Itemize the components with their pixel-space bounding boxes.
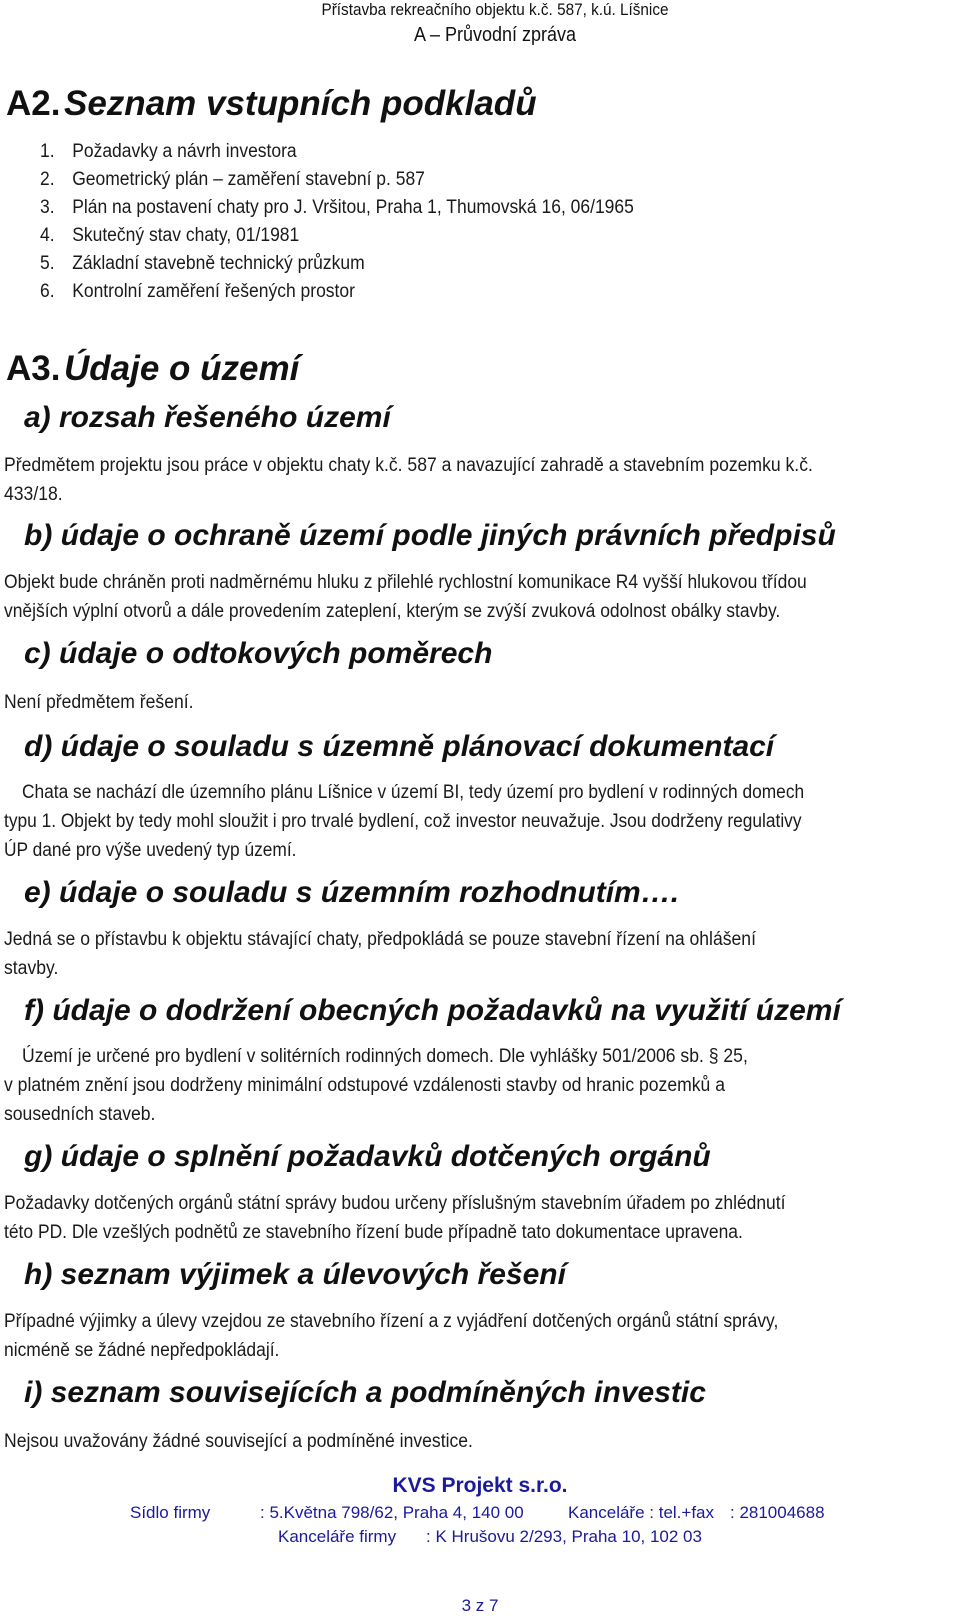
section-i-title: i) seznam souvisejících a podmíněných investic	[24, 1376, 706, 1409]
list-item: 1. Požadavky a návrh investora	[40, 141, 297, 162]
list-item: 3. Plán na postavení chaty pro J. Vršitou, Praha 1, Thumovská 16, 06/1965	[40, 197, 634, 218]
section-i-text: Nejsou uvažovány žádné související a podmíněné investice.	[4, 1431, 473, 1452]
footer-seat-label: Sídlo firmy	[130, 1503, 211, 1522]
section-e-title: e) údaje o souladu s územním rozhodnutím….	[24, 876, 680, 909]
input-documents-list	[40, 138, 685, 306]
heading-a2	[6, 84, 537, 124]
list-item: 6. Kontrolní zaměření řešených prostor	[40, 281, 355, 302]
section-h-title: h) seznam výjimek a úlevových řešení	[24, 1258, 566, 1291]
footer-company-name: KVS Projekt s.r.o.	[392, 1474, 568, 1497]
footer-office-phone-label: Kanceláře : tel.+fax	[568, 1503, 715, 1522]
header-project-title: Přístavba rekreačního objektu k.č. 587, k.ú. Líšnice	[321, 0, 669, 19]
heading-a3-number: A3.	[6, 349, 61, 388]
section-d-title: d) údaje o souladu s územně plánovací dokumentací	[24, 730, 775, 763]
section-g-title: g) údaje o splnění požadavků dotčených orgánů	[24, 1140, 711, 1173]
section-a-text: Předmětem projektu jsou práce v objektu chaty k.č. 587 a navazující zahradě a stavebním pozemku k.č. 433/18.	[4, 455, 813, 505]
heading-a3	[6, 349, 299, 389]
list-item: 2. Geometrický plán – zaměření stavební p. 587	[40, 169, 425, 190]
heading-a3-title: Údaje o území	[64, 349, 300, 388]
header-section-title: A – Průvodní zpráva	[413, 24, 577, 46]
heading-a2-number: A2.	[6, 84, 61, 123]
section-c-title: c) údaje o odtokových poměrech	[24, 637, 493, 670]
footer-offices-address: : K Hrušovu 2/293, Praha 10, 102 03	[426, 1527, 702, 1546]
section-c-text: Není předmětem řešení.	[4, 692, 194, 713]
list-item: 5. Základní stavebně technický průzkum	[40, 253, 365, 274]
page-number: 3 z 7	[461, 1596, 499, 1615]
list-item: 4. Skutečný stav chaty, 01/1981	[40, 225, 300, 246]
section-e-text: Jedná se o přístavbu k objektu stávající chaty, předpokládá se pouze stavební řízení na ohlášení stavby.	[4, 929, 756, 979]
footer-office-phone: : 281004688	[730, 1503, 825, 1522]
footer-offices-label: Kanceláře firmy	[278, 1527, 397, 1546]
section-h-text: Případné výjimky a úlevy vzejdou ze stavebního řízení a z vyjádření dotčených orgánů státní správy, nicméně se žádné nepředpokládají.	[4, 1311, 779, 1361]
footer-seat-address: : 5.Května 798/62, Praha 4, 140 00	[260, 1503, 524, 1522]
heading-a2-title: Seznam vstupních podkladů	[64, 84, 537, 123]
section-b-title: b) údaje o ochraně území podle jiných právních předpisů	[24, 519, 836, 552]
section-a-title: a) rozsah řešeného území	[24, 401, 391, 434]
section-g-text: Požadavky dotčených orgánů státní správy budou určeny příslušným stavebním úřadem po zhlédnutí této PD. Dle vzešlých podnětů ze stavebního řízení bude případně tato dokumentace upravena.	[4, 1193, 786, 1243]
section-f-text: Území je určené pro bydlení v solitérních rodinných domech. Dle vyhlášky 501/2006 sb. § 25, v platném znění jsou dodrženy minimální odstupové vzdálenosti stavby od hranic pozemků a sousedních staveb.	[4, 1046, 748, 1125]
section-f-title: f) údaje o dodržení obecných požadavků na využití území	[24, 994, 841, 1027]
section-d-text: Chata se nachází dle územního plánu Líšnice v území BI, tedy území pro bydlení v rodinných domech typu 1. Objekt by tedy mohl sloužit i pro trvalé bydlení, což investor neuvažuje. Jsou dodrženy regulativy ÚP dané pro výše uvedený typ území.	[4, 782, 805, 861]
section-b-text: Objekt bude chráněn proti nadměrnému hluku z přilehlé rychlostní komunikace R4 vyšší hlukovou třídou vnějších výplní otvorů a dále provedením zateplení, kterým se zvýší zvuková odolnost obálky stavby.	[4, 572, 807, 622]
